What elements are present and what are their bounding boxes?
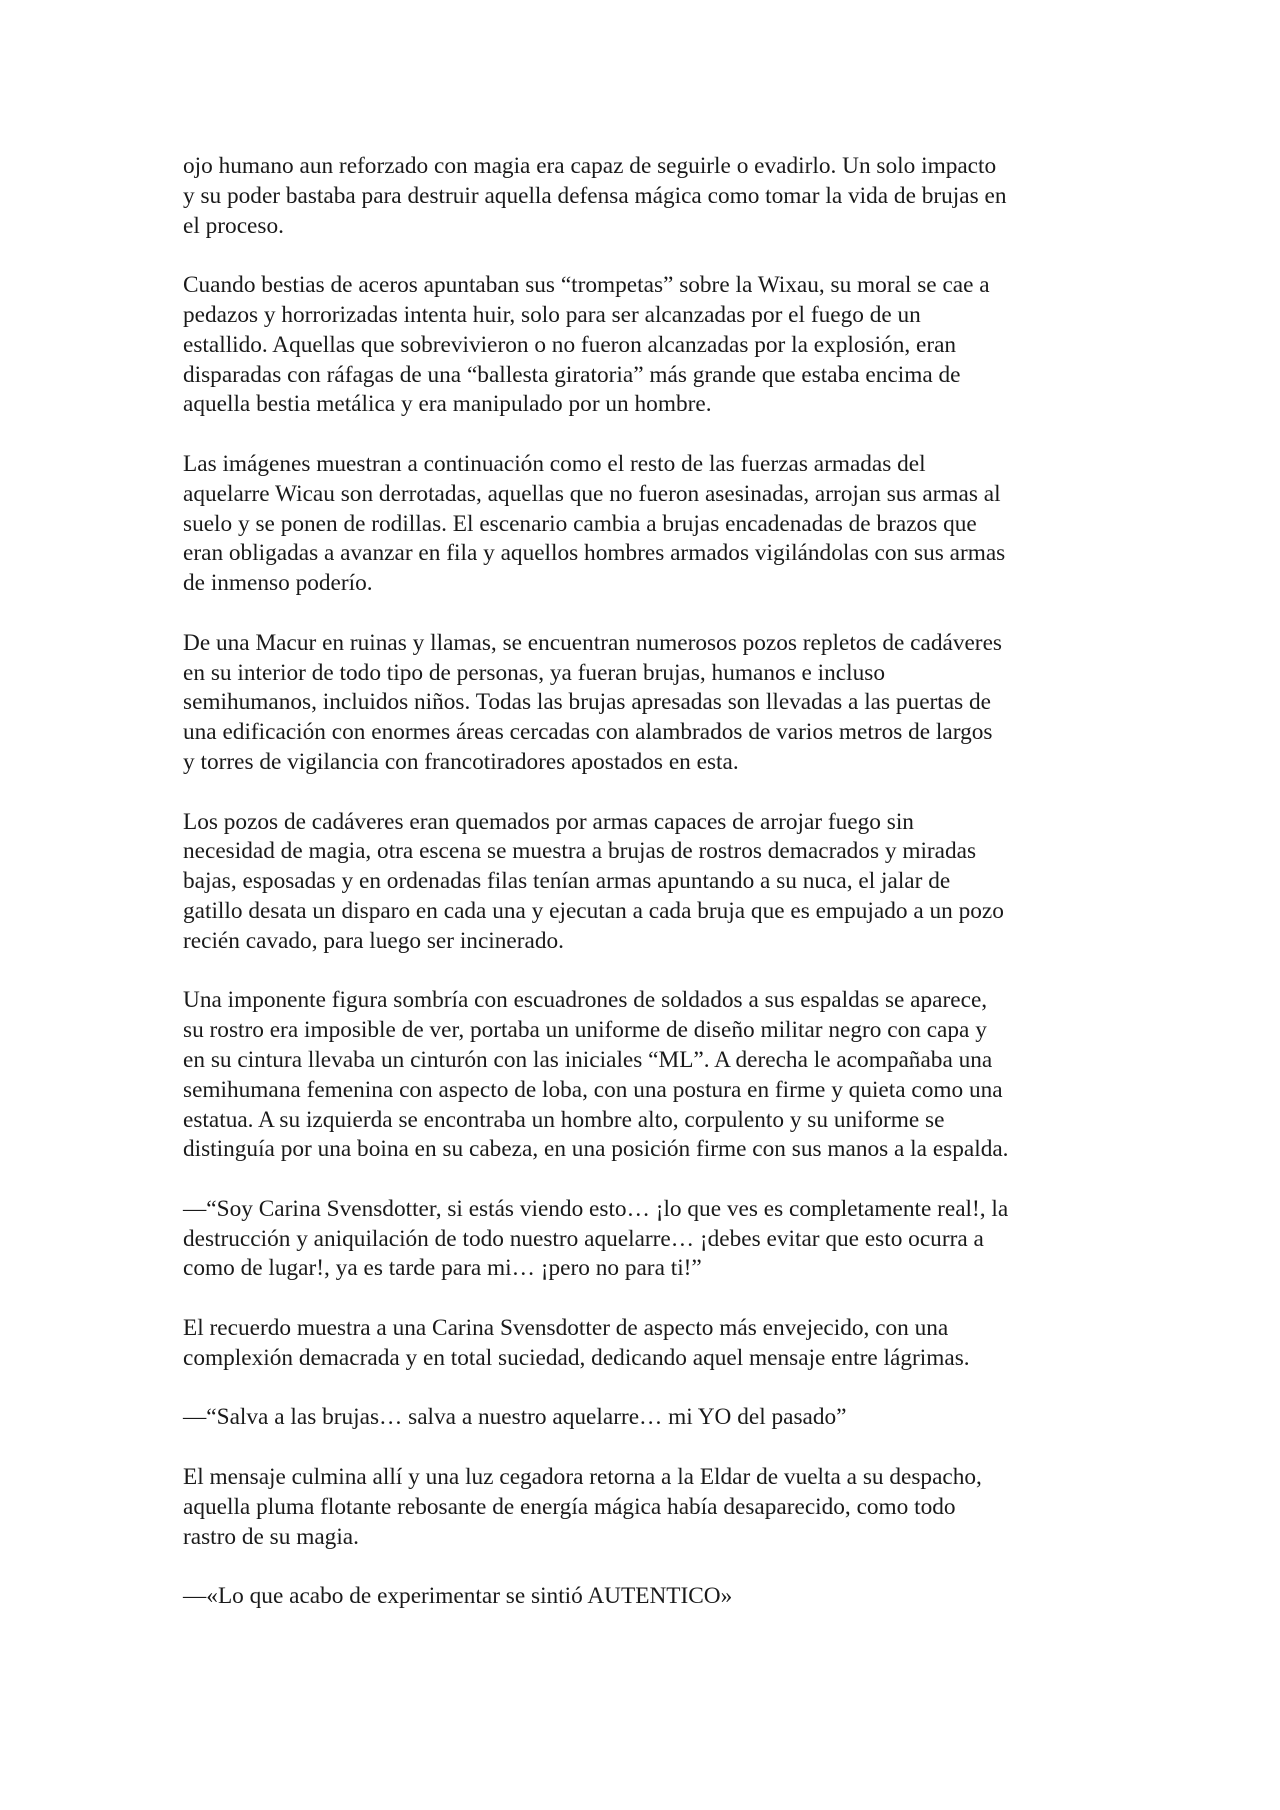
- paragraph-6: Una imponente figura sombría con escuadrones de soldados a sus espaldas se aparece, su rostro era imposible de ver, portaba un uniforme de diseño militar negro con capa y en su cintura llevaba un cinturón con las iniciales “ML”. A derecha le acompañaba una semihumana femenina con aspecto de loba, con una postura en firme y quieta como una estatua. A su izquierda se encontraba un hombre alto, corpulento y su uniforme se distinguía por una boina en su cabeza, en una posición firme con sus manos a la espalda.: [183, 987, 1009, 1163]
- paragraph-10: El mensaje culmina allí y una luz cegadora retorna a la Eldar de vuelta a su despacho, aquella pluma flotante rebosante de energía mágica había desaparecido, como todo rastro de su magia.: [183, 1464, 982, 1550]
- body-text: [183, 152, 1103, 1642]
- paragraph-1: ojo humano aun reforzado con magia era capaz de seguirle o evadirlo. Un solo impacto y su poder bastaba para destruir aquella defensa mágica como tomar la vida de brujas en el proceso.: [183, 153, 1007, 239]
- dialogue-salva-brujas: —“Salva a las brujas… salva a nuestro aquelarre… mi YO del pasado”: [183, 1404, 847, 1431]
- paragraph-3: Las imágenes muestran a continuación como el resto de las fuerzas armadas del aquelarre Wicau son derrotadas, aquellas que no fueron asesinadas, arrojan sus armas al suelo y se ponen de rodillas. El escenario cambia a brujas encadenadas de brazos que eran obligadas a avanzar en fila y aquellos hombres armados vigilándolas con sus armas de inmenso poderío.: [183, 450, 1006, 597]
- paragraph-2: Cuando bestias de aceros apuntaban sus “trompetas” sobre la Wixau, su moral se cae a pedazos y horrorizadas intenta huir, solo para ser alcanzadas por el fuego de un estallido. Aquellas que sobrevivieron o no fueron alcanzadas por la explosión, eran disparadas con ráfagas de una “ballesta giratoria” más grande que estaba encima de aquella bestia metálica y era manipulado por un hombre.: [183, 272, 990, 418]
- dialogue-autentico: —«Lo que acabo de experimentar se sintió AUTENTICO»: [183, 1583, 733, 1610]
- dialogue-carina-message: —“Soy Carina Svensdotter, si estás viendo esto… ¡lo que ves es completamente real!, la destrucción y aniquilación de todo nuestro aquelarre… ¡debes evitar que esto ocurra a como de lugar!, ya es tarde para mi… ¡pero no para ti!”: [183, 1195, 1009, 1282]
- paragraph-5: Los pozos de cadáveres eran quemados por armas capaces de arrojar fuego sin necesidad de magia, otra escena se muestra a brujas de rostros demacrados y miradas bajas, esposadas y en ordenadas filas tenían armas apuntando a su nuca, el jalar de gatillo desata un disparo en cada una y ejecutan a cada bruja que es empujado a un pozo recién cavado, para luego ser incinerado.: [183, 808, 1004, 954]
- paragraph-8: El recuerdo muestra a una Carina Svensdotter de aspecto más envejecido, con una complexión demacrada y en total suciedad, dedicando aquel mensaje entre lágrimas.: [183, 1315, 970, 1371]
- paragraph-4: De una Macur en ruinas y llamas, se encuentran numerosos pozos repletos de cadáveres en su interior de todo tipo de personas, ya fueran brujas, humanos e incluso semihumanos, incluidos niños. Todas las brujas apresadas son llevadas a las puertas de una edificación con enormes áreas cercadas con alambrados de varios metros de largos y torres de vigilancia con francotiradores apostados en esta.: [183, 629, 1002, 775]
